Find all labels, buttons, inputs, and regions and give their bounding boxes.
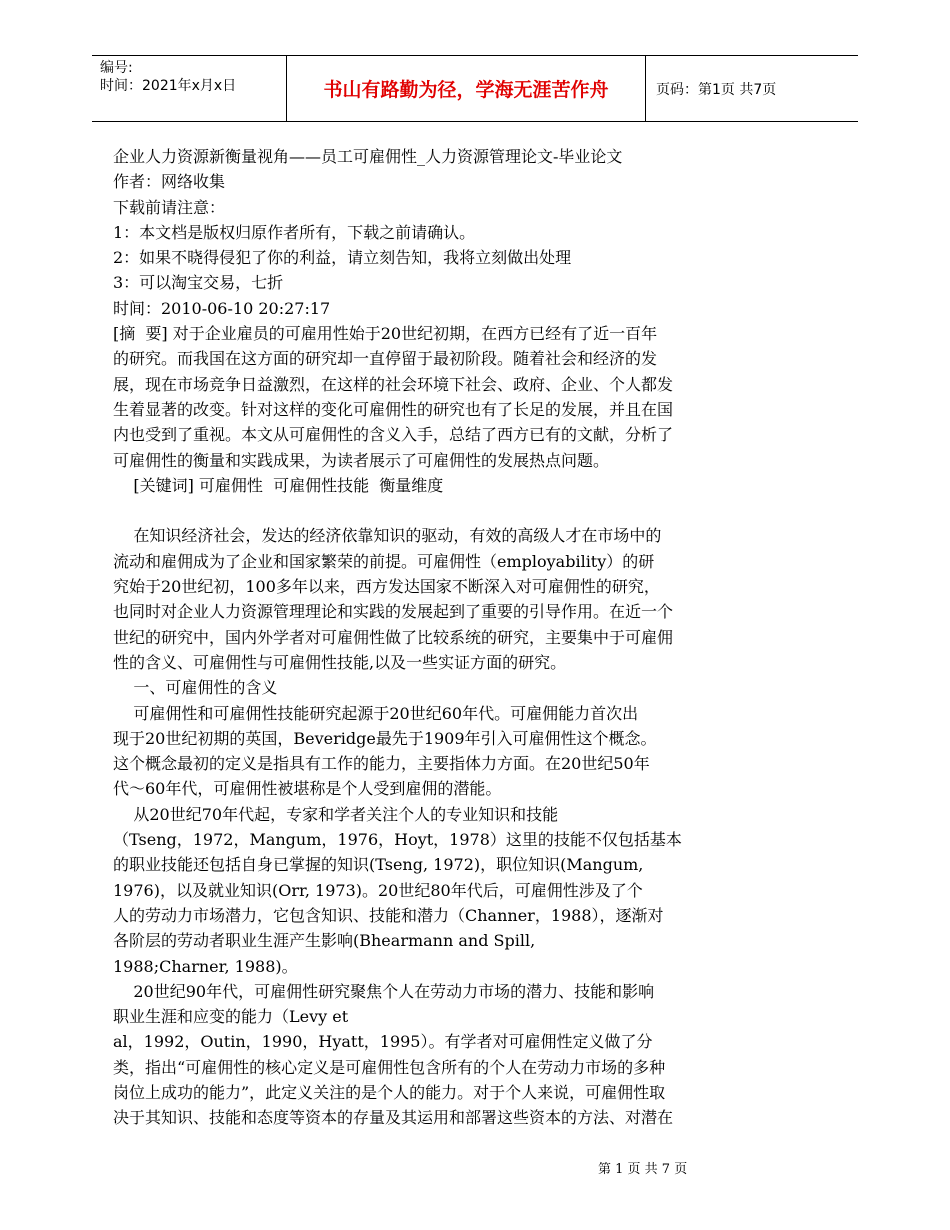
body-text-line: 这个概念最初的定义是指具有工作的能力，主要指体力方面。在20世纪50年	[113, 754, 650, 774]
body-text-line: 决于其知识、技能和态度等资本的存量及其运用和部署这些资本的方法、对潜在	[113, 1108, 674, 1128]
body-text-line: 人的劳动力市场潜力，它包含知识、技能和潜力（Channer，1988），逐渐对	[113, 905, 664, 925]
body-text-line: 在知识经济社会，发达的经济依靠知识的驱动，有效的高级人才在市场中的	[113, 526, 662, 546]
body-text-line: 时间：2010-06-10 20:27:17	[113, 298, 331, 318]
header-page-number: 页码：第1页 共7页	[656, 81, 777, 98]
body-text-line: 内也受到了重视。本文从可雇佣性的含义入手，总结了西方已有的文献，分析了	[113, 425, 674, 445]
body-text-line: 生着显著的改变。针对这样的变化可雇佣性的研究也有了长足的发展，并且在国	[113, 399, 674, 419]
page-header	[92, 55, 858, 122]
page-footer: 第 1 页 共 7 页	[598, 1162, 688, 1177]
body-text-line: 1988;Charner, 1988)。	[113, 956, 298, 976]
body-text-line: 一、可雇佣性的含义	[113, 678, 278, 698]
body-text-line: 展，现在市场竞争日益激烈，在这样的社会环境下社会、政府、企业、个人都发	[113, 374, 674, 394]
body-text-line: 3：可以淘宝交易，七折	[113, 273, 284, 293]
body-text-line: 企业人力资源新衡量视角——员工可雇佣性_人力资源管理论文-毕业论文	[113, 147, 623, 166]
body-text-line: 下载前请注意：	[113, 197, 226, 217]
body-text-line: [关键词] 可雇佣性 可雇佣性技能 衡量维度	[113, 475, 444, 495]
document-body	[113, 144, 766, 1131]
body-text-line: 可雇佣性和可雇佣性技能研究起源于20世纪60年代。可雇佣能力首次出	[113, 703, 639, 723]
body-text-line: 代～60年代，可雇佣性被堪称是个人受到雇佣的潜能。	[113, 779, 502, 799]
body-text-line: 1：本文档是版权归原作者所有，下载之前请确认。	[113, 222, 476, 242]
body-text-line: 2：如果不晓得侵犯了你的利益，请立刻告知，我将立刻做出处理	[113, 248, 572, 268]
body-text-line: 究始于20世纪初，100多年以来，西方发达国家不断深入对可雇佣性的研究，	[113, 577, 660, 597]
body-text-line: [摘 要] 对于企业雇员的可雇用性始于20世纪初期，在西方已经有了近一百年	[113, 324, 658, 344]
header-motto: 书山有路勤为径，学海无涯苦作舟	[286, 56, 646, 121]
body-text-line: 性的含义、可雇佣性与可雇佣性技能,以及一些实证方面的研究。	[113, 652, 567, 672]
body-text-line	[113, 498, 766, 523]
header-left-cell	[92, 56, 286, 121]
body-text-line: 从20世纪70年代起，专家和学者关注个人的专业知识和技能	[113, 804, 559, 824]
body-text-line: 岗位上成功的能力”，此定义关注的是个人的能力。对于个人来说，可雇佣性取	[113, 1082, 666, 1102]
body-text-line: al，1992，Outin，1990，Hyatt，1995）。有学者对可雇佣性定义做了分	[113, 1032, 653, 1052]
body-text-line: 可雇佣性的衡量和实践成果，为读者展示了可雇佣性的发展热点问题。	[113, 450, 610, 470]
body-text-line: 也同时对企业人力资源管理理论和实践的发展起到了重要的引导作用。在近一个	[113, 602, 674, 622]
body-text-line: 20世纪90年代，可雇佣性研究聚焦个人在劳动力市场的潜力、技能和影响	[113, 981, 655, 1001]
body-text-line: 作者：网络收集	[113, 172, 226, 192]
body-text-line: （Tseng，1972，Mangum，1976，Hoyt，1978）这里的技能不仅包括基本	[113, 830, 682, 850]
body-text-line: 的职业技能还包括自身已掌握的知识(Tseng, 1972)，职位知识(Mangum,	[113, 855, 644, 875]
body-text-line: 类，指出“可雇佣性的核心定义是可雇佣性包含所有的个人在劳动力市场的多种	[113, 1057, 666, 1077]
body-text-line: 1976)，以及就业知识(Orr, 1973)。20世纪80年代后，可雇佣性涉及了个	[113, 880, 643, 900]
body-text-line: 现于20世纪初期的英国，Beveridge最先于1909年引入可雇佣性这个概念。	[113, 728, 657, 748]
body-text-line: 的研究。而我国在这方面的研究却一直停留于最初阶段。随着社会和经济的发	[113, 349, 658, 369]
body-text-line: 流动和雇佣成为了企业和国家繁荣的前提。可雇佣性（employability）的研	[113, 551, 655, 571]
body-text-line: 各阶层的劳动者职业生涯产生影响(Bhearmann and Spill,	[113, 931, 536, 951]
document-time-label: 时间：2021年x月x日	[100, 78, 237, 94]
body-text-line: 职业生涯和应变的能力（Levy et	[113, 1007, 349, 1027]
document-number-label: 编号:	[100, 60, 133, 76]
body-text-line: 世纪的研究中，国内外学者对可雇佣性做了比较系统的研究，主要集中于可雇佣	[113, 627, 674, 647]
